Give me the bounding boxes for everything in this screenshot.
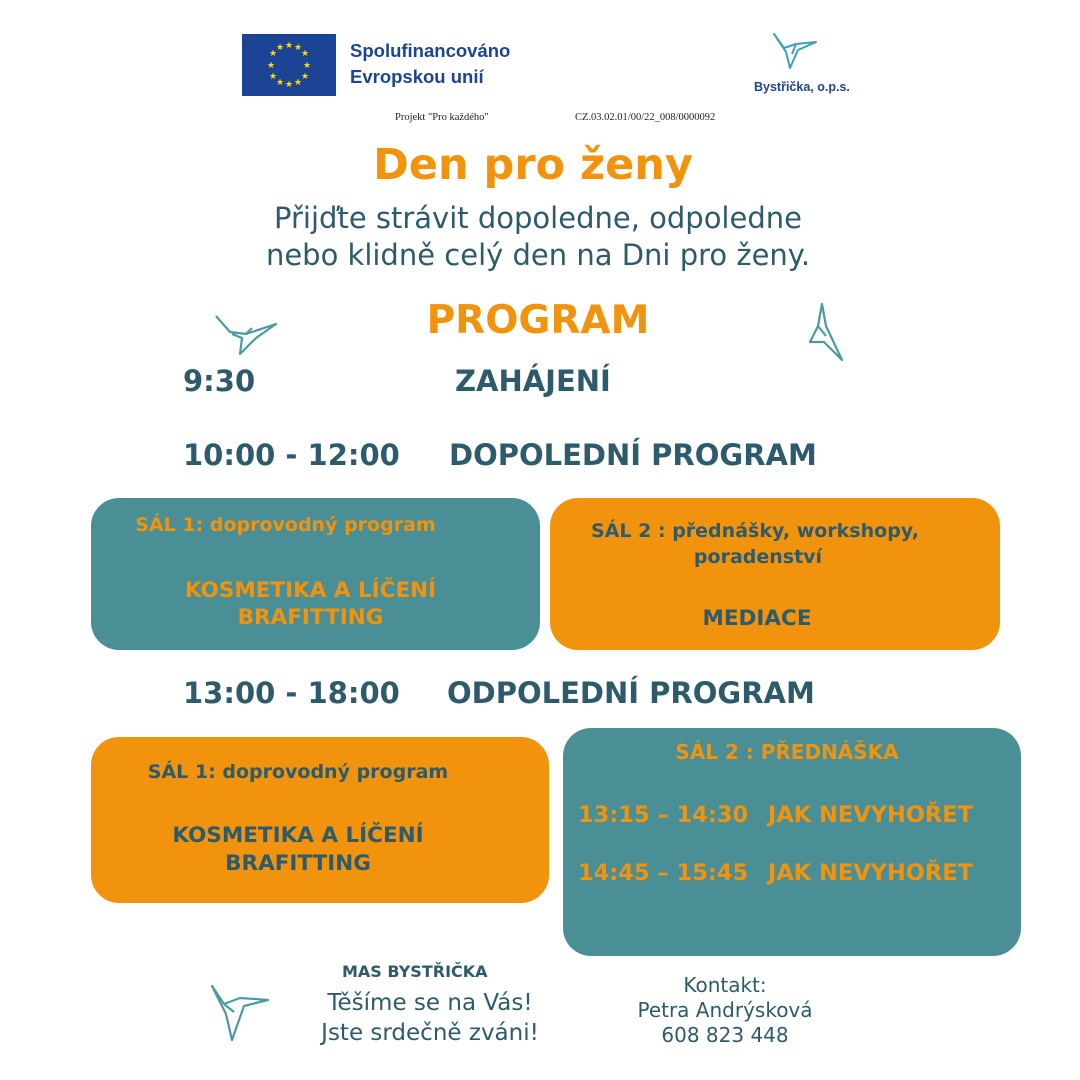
afternoon-hall1-item1: KOSMETIKA A LÍČENÍ <box>172 823 424 848</box>
morning-hall1-heading: SÁL 1: doprovodný program <box>135 514 436 536</box>
org-logo-text: Bystřička, o.p.s. <box>754 80 850 94</box>
svg-text:★: ★ <box>302 61 312 71</box>
eu-line-1: Spolufinancováno <box>350 40 511 61</box>
hummingbird-logo-icon <box>766 30 826 84</box>
afternoon-hall2-card <box>563 728 1021 956</box>
afternoon-hall2-heading: SÁL 2 : PŘEDNÁŠKA <box>675 740 899 764</box>
hummingbird-footer-icon <box>206 982 274 1052</box>
footer-message-line-1: Těšíme se na Vás! <box>327 990 533 1016</box>
project-code: CZ.03.02.01/00/22_008/0000092 <box>575 112 716 123</box>
afternoon-label: ODPOLEDNÍ PROGRAM <box>447 676 815 710</box>
morning-hall2-heading-line2: poradenství <box>693 546 823 568</box>
footer-message <box>290 988 570 1048</box>
svg-text:★: ★ <box>268 49 278 59</box>
footer-org-name: MAS BYSTŘIČKA <box>342 962 488 981</box>
afternoon-time: 13:00 - 18:00 <box>183 676 400 710</box>
subtitle-line-1: Přijďte strávit dopoledne, odpoledne <box>274 201 802 235</box>
svg-text:★: ★ <box>284 41 294 51</box>
event-title: Den pro ženy <box>373 140 693 190</box>
eu-flag <box>242 34 336 96</box>
svg-text:★: ★ <box>268 72 278 82</box>
opening-time: 9:30 <box>183 364 256 398</box>
session-1-time: 13:15 – 14:30 <box>578 802 749 828</box>
program-heading: PROGRAM <box>426 298 650 343</box>
afternoon-hall1-item2: BRAFITTING <box>225 851 371 876</box>
footer-message-line-2: Jste srdečně zváni! <box>321 1020 539 1046</box>
contact-label: Kontakt: <box>683 973 767 997</box>
morning-hall2-item1: MEDIACE <box>702 606 812 631</box>
afternoon-hall1-heading: SÁL 1: doprovodný program <box>147 761 449 783</box>
svg-text:★: ★ <box>293 43 303 53</box>
contact-name: Petra Andrýsková <box>637 998 813 1022</box>
eu-cofinanced-text <box>350 38 510 90</box>
svg-text:★: ★ <box>275 43 285 53</box>
hummingbird-icon <box>804 302 846 368</box>
morning-label: DOPOLEDNÍ PROGRAM <box>449 438 817 472</box>
session-2-title: JAK NEVYHOŘET <box>768 860 973 886</box>
svg-text:★: ★ <box>275 78 285 88</box>
session-1-title: JAK NEVYHOŘET <box>768 802 973 828</box>
contact-block <box>600 973 850 1048</box>
morning-hall2-card <box>550 498 1000 650</box>
svg-text:★: ★ <box>300 49 310 59</box>
morning-hall1-item1: KOSMETIKA A LÍČENÍ <box>184 578 437 603</box>
svg-text:★: ★ <box>284 80 294 90</box>
eu-stars-icon <box>242 34 336 96</box>
morning-time: 10:00 - 12:00 <box>183 438 400 472</box>
project-label: Projekt "Pro každého" <box>395 112 489 123</box>
session-2-time: 14:45 – 15:45 <box>578 860 749 886</box>
morning-hall1-card <box>91 498 540 650</box>
subtitle-line-2: nebo klidně celý den na Dni pro ženy. <box>265 238 811 272</box>
contact-phone[interactable]: 608 823 448 <box>661 1023 789 1047</box>
event-subtitle <box>0 200 1076 274</box>
morning-hall2-heading-line1: SÁL 2 : přednášky, workshopy, <box>591 520 919 542</box>
opening-label: ZAHÁJENÍ <box>455 364 611 398</box>
svg-text:★: ★ <box>300 72 310 82</box>
svg-text:★: ★ <box>266 61 276 71</box>
eu-line-2: Evropskou unií <box>350 66 484 87</box>
svg-text:★: ★ <box>293 78 303 88</box>
morning-hall1-item2: BRAFITTING <box>237 605 384 630</box>
afternoon-hall1-card <box>91 737 549 903</box>
